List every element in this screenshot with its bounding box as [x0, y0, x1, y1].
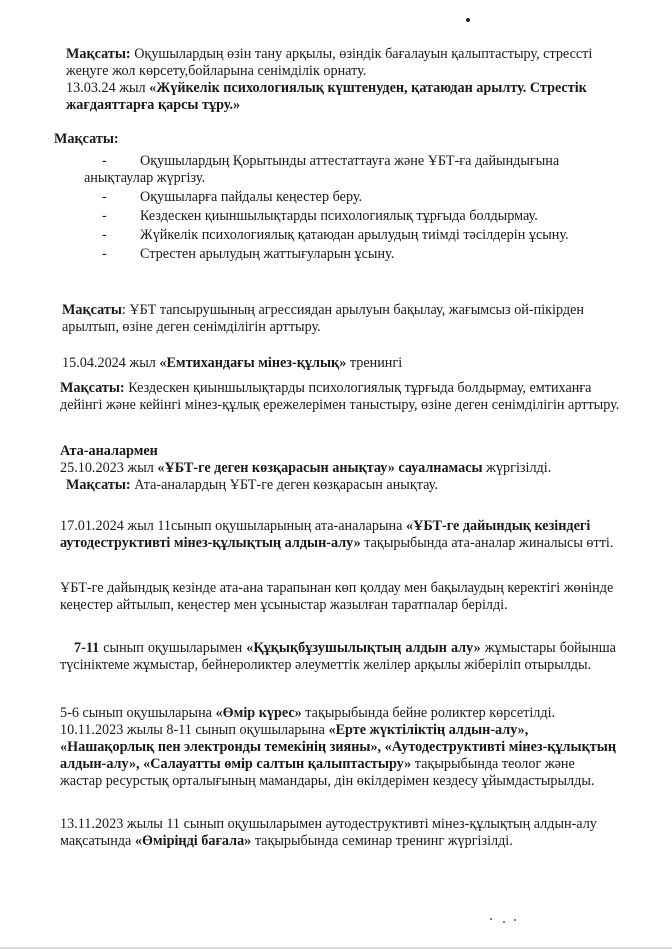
seminar-text-end: тақырыбында семинар тренинг жүргізілді.	[251, 833, 513, 849]
prevention-text-end: жұмыстары бойынша түсініктеме жұмыстар, бейнероликтер әлеуметтік желілер арқылы жіберіліп отырылды.	[60, 640, 616, 673]
goal-paragraph-4	[66, 477, 626, 494]
video-text-end: тақырыбында бейне роликтер көрсетілді.	[301, 705, 556, 721]
event-date: 13.03.24 жыл	[66, 80, 150, 96]
video-title: «Өмір күрес»	[215, 705, 302, 721]
meeting-title: «ҰБТ-ге дайындық кезіндегі аутодеструктивті мінез-құлықтың алдын-алу»	[60, 518, 591, 551]
event-date: 15.04.2024 жыл	[62, 355, 160, 371]
page-bottom-edge	[0, 947, 672, 949]
goal-label: Мақсаты	[62, 302, 122, 318]
advice-paragraph: ҰБТ-ге дайындық кезінде ата-ана тарапынан көп қолдау мен бақылаудың керектігі жөнінде кеңестер айтылып, кеңестер мен ұсыныстар жазылған таратпалар берілді.	[60, 580, 614, 613]
bullet-item: - Жүйкелік психологиялық қатаюдан арылудың тиімді тәсілдерін ұсыну.	[84, 227, 604, 244]
goal-text: : ҰБТ тапсырушының агрессиядан арылуын бақылау, жағымсыз ой-пікірден арылтып, өзіне деген сенімділігін арттыру.	[62, 302, 585, 335]
video-paragraph	[60, 705, 620, 790]
bullet-item: - Кездескен қиыншылықтарды психологиялық тұрғыда болдырмау.	[84, 208, 604, 225]
bullet-item: - Оқушыларға пайдалы кеңестер беру.	[84, 189, 604, 206]
seminar-paragraph	[60, 816, 620, 850]
event-title: «Жүйкелік психологиялық күштенуден, қатаюдан арылту. Стрестік жағдаяттарға қарсы тұру.»	[66, 80, 587, 113]
goal-paragraph-3	[60, 380, 620, 414]
goal-text: Кездескен қиыншылықтарды психологиялық тұрғыда болдырмау, емтиханға дейінгі және кейінгі мінез-құлық ережелерімен таныстыру, өзіне деген сенімділігін арттыру.	[60, 380, 620, 413]
event-suffix: тренингі	[346, 355, 403, 371]
meeting-text: 17.01.2024 жыл 11сынып оқушыларының ата-аналарына	[60, 518, 406, 534]
event-title: «Емтихандағы мінез-құлық»	[159, 355, 347, 371]
meeting-organizers: тақырыбында теолог және жастар ресурстық орталығының мамандары, дін өкілдерімен кездесу ұйымдастырылды.	[60, 756, 595, 789]
scan-speck	[490, 918, 492, 920]
parents-heading: Ата-аналармен	[60, 443, 158, 459]
scan-speck	[503, 921, 505, 923]
event-paragraph-1	[66, 80, 626, 114]
goal-heading: Мақсаты:	[54, 131, 119, 147]
goal-paragraph-1	[66, 46, 626, 80]
goal-text: Оқушылардың өзін тану арқылы, өзіндік бағалауын қалыптастыру, стрессті жеңуге жол көрсету,бойларына сенімділік орнату.	[66, 46, 593, 79]
prevention-title: «Құқықбұзушылықтың алдын алу»	[246, 640, 481, 656]
event-date: 25.10.2023 жыл	[60, 460, 158, 476]
seminar-text: 13.11.2023 жылы 11 сынып оқушыларымен аутодеструктивті мінез-құлықтың алдын-алу мақсатында	[60, 816, 597, 849]
meeting-paragraph	[60, 518, 620, 552]
goal-paragraph-2	[62, 302, 622, 336]
event-title: «ҰБТ-ге деген көзқарасын анықтау» сауалнамасы	[157, 460, 483, 476]
survey-paragraph	[60, 460, 620, 477]
prevention-paragraph	[60, 640, 616, 674]
goal-label: Мақсаты:	[66, 46, 131, 62]
meeting-topics: «Ерте жүктіліктің алдын-алу», «Нашақорлық пен электронды темекінің зияны», «Аутодеструктивті мінез-құлықтың алдын-алу», «Салауатты өмір салтын қалыптастыру»	[60, 722, 616, 772]
seminar-title: «Өміріңді бағала»	[134, 833, 252, 849]
scan-dot	[466, 18, 470, 22]
meeting-text-end: тақырыбында ата-аналар жиналысы өтті.	[360, 535, 614, 551]
goal-label: Мақсаты:	[60, 380, 125, 396]
event-suffix: жүргізілді.	[482, 460, 552, 476]
bullet-item: - Стрестен арылудың жаттығуларын ұсыну.	[84, 246, 604, 263]
event-paragraph-2	[62, 355, 622, 372]
bullet-item: - Оқушылардың Қорытынды аттестаттауға және ҰБТ-ға дайындығына анықтаулар жүргізу.	[84, 153, 604, 187]
scan-speck	[514, 919, 516, 921]
video-text: 5-6 сынып оқушыларына	[60, 705, 216, 721]
goal-text: Ата-аналардың ҰБТ-ге деген көзқарасын анықтау.	[130, 477, 438, 493]
meeting-date-text: 10.11.2023 жылы 8-11 сынып оқушыларына	[60, 722, 329, 738]
grades-lead: 7-11	[74, 640, 100, 656]
goal-bullet-list	[84, 153, 604, 265]
prevention-text: сынып оқушыларымен	[99, 640, 247, 656]
goal-label: Мақсаты:	[66, 477, 131, 493]
